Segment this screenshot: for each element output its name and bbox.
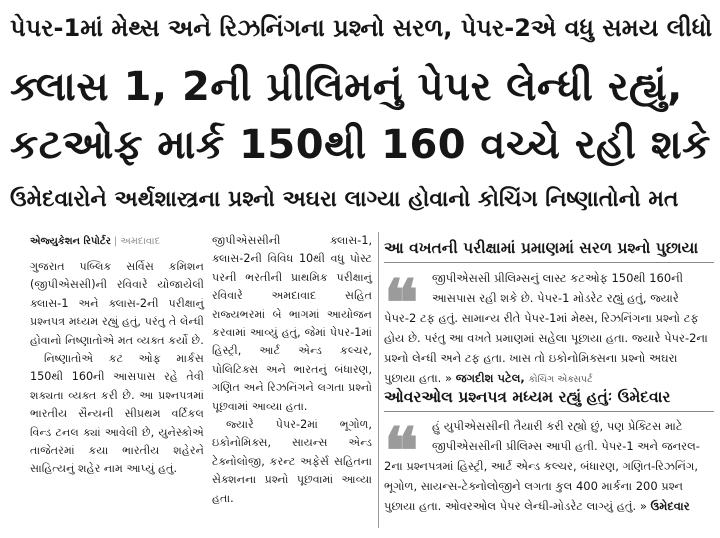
quote-text: 2ના પ્રશ્નપત્રમાં હિસ્ટ્રી, આર્ટ એન્ડ કલ્ચર, બંધારણ, ગણિત-રિઝનિંગ, ભૂગોળ, સાયન્સ-ટેક્નોલોજીને લગતા કુલ 400 માર્કના 200 પ્રશ્ન પુછાયા હતા. ઓવરઓલ પેપર લેન્ધી-મોડરેટ લાગ્યું હતું. » xyxy=(384,459,699,513)
byline-separator: | xyxy=(113,236,118,247)
main-headline-line2: કટઓફ માર્ક 150થી 160 વચ્ચે રહી શકે xyxy=(10,122,711,168)
body-paragraph: ગુજરાત પબ્લિક સર્વિસ કમિશન (જીપીએસસી)ની રવિવારે યોજાયેલી ક્લાસ-1 અને ક્લાસ-2ની પરીક્ષાનું પ્રશ્નપત્ર મધ્યમ રહ્યું હતું, પરંતુ તે લેન્ધી હોવાનો નિષ્ણાતોએ મત વ્યક્ત કર્યો છે. xyxy=(30,260,204,347)
body-paragraph: જીપીએસસીની ક્લાસ-1, ક્લાસ-2ની વિવિધ 10થી વધુ પોસ્ટ પરની ભરતીની પ્રાથમિક પરીક્ષાનું રવિવારે અમદાવાદ સહિત રાજ્યભરમાં બે ભાગમાં આયોજન કરવામાં આવ્યું હતું, જેમાં પેપર-1માં હિસ્ટ્રી, આર્ટ એન્ડ કલ્ચર, પોલિટિક્સ અને ભારતનું બંધારણ, ગણિત અને રિઝનિંગને લગતા પ્રશ્નો પૂછવામાં આવ્યા હતા. xyxy=(212,234,372,413)
byline-city: અમદાવાદ xyxy=(120,236,161,247)
expert-quote xyxy=(384,268,712,390)
byline xyxy=(30,236,200,247)
quote-mark-icon: ❝ xyxy=(384,266,419,341)
quote-mark-icon: ❝ xyxy=(384,414,419,489)
body-column-2 xyxy=(212,232,372,528)
body-paragraph: જ્યારે પેપર-2માં ભૂગોળ, ઇકોનોમિક્સ, સાયન્સ એન્ડ ટેક્નોલોજી, કરન્ટ અફેર્સ સહિતના સેક્શનના પ્રશ્નો પૂછવામાં આવ્યા હતા. xyxy=(212,418,372,505)
byline-reporter: એજ્યુકેશન રિપોર્ટર xyxy=(30,236,111,247)
quote-author: જગદીશ પટેલ, xyxy=(455,371,525,385)
candidate-quote xyxy=(384,416,712,516)
column-divider xyxy=(378,232,379,528)
quote-text: પેપર-2 ટફ હતું. સામાન્ય રીતે પેપર-1માં મેથ્સ, રિઝનિંગના પ્રશ્નો ટફ હોય છે. પરંતુ આ વખતે પ્રમાણમાં સહેલા પૂછાયા હતા. જ્યારે પેપર-2ના પ્રશ્નો લેન્ધી અને ટફ હતા. ખાસ તો ઇકોનોમિક્સના પ્રશ્નો અઘરા પુછાયા હતા. » xyxy=(384,311,708,385)
quote-author: ઉમેદવાર xyxy=(650,499,690,513)
sub-headline: ઉમેદવારોને અર્થશાસ્ત્રના પ્રશ્નો અઘરા લાગ્યા હોવાનો કોચિંગ નિષ્ણાતોનો મત xyxy=(10,187,679,212)
body-column-1 xyxy=(30,258,204,528)
sidebar-heading-candidate: ઓવરઓલ પ્રશ્નપત્ર મધ્યમ રહ્યું હતુંઃ ઉમેદવાર xyxy=(384,388,671,406)
heading-underline xyxy=(384,411,714,412)
body-paragraph: નિષ્ણાતોએ કટ ઓફ માર્કસ 150થી 160ની આસપાસ રહે તેવી શક્યતા વ્યક્ત કરી છે. આ પ્રશ્નપત્રમાં ભારતીય સૈન્યની સીપ્રથમ વર્ટિકલ વિન્ડ ટનલ ક્યાં આવેલી છે, યુનેસ્કોએ તાજેતરમાં કયા ભારતીય શહેરને સાહિત્યનું શહેર નામ આપ્યું હતું. xyxy=(30,352,204,476)
quote-lead-text: જીપીએસસી પ્રીલિમ્સનું લાસ્ટ કટઓફ 150થી 160ની આસપાસ રહી શકે છે. પેપર-1 મોડરેટ રહ્યું હતું, જ્યારે xyxy=(432,271,684,305)
heading-underline xyxy=(384,262,714,263)
kicker-headline: પેપર-1માં મેથ્સ અને રિઝનિંગના પ્રશ્નો સરળ, પેપર-2એ વધુ સમય લીધો xyxy=(10,14,713,42)
main-headline-line1: ક્લાસ 1, 2ની પ્રીલિમનું પેપર લેન્ધી રહ્યું, xyxy=(10,64,683,110)
quote-author-role: કોચિંગ એક્સપર્ટ xyxy=(528,374,593,385)
sidebar-heading-expert: આ વખતની પરીક્ષામાં પ્રમાણમાં સરળ પ્રશ્નો પુછાયા xyxy=(384,239,699,257)
quote-lead-text: હું યુપીએસસીની તૈયારી કરી રહ્યો છું, પણ પ્રેક્ટિસ માટે જીપીએસસીની પ્રીલિમ્સ આપી હતી. પેપર-1 અને જનરલ- xyxy=(432,419,700,453)
